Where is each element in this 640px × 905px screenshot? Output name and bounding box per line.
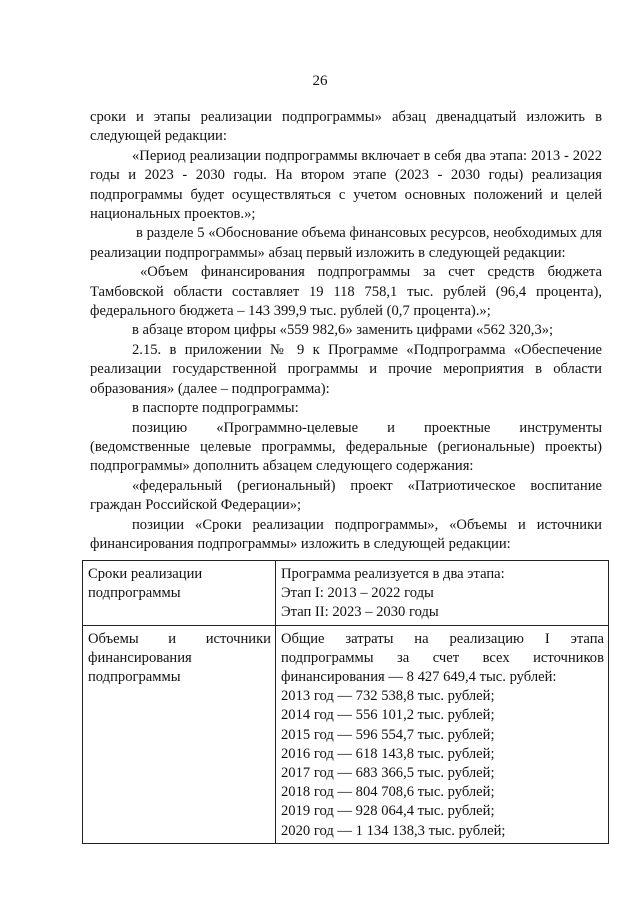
funding-intro: Общие затраты на реализацию I этапа подпрограммы за счет всех источников финансирования — 8 427 649,4 тыс. рублей: [281,630,604,686]
paragraph: в паспорте подпрограммы: [132,400,299,417]
funding-year-line: 2014 год — 556 101,2 тыс. рублей; [281,707,495,724]
funding-year-line: 2015 год — 596 554,7 тыс. рублей; [281,726,495,743]
paragraph: позиции «Сроки реализации подпрограммы», «Объемы и источники финансирования подпрограммы» изложить в следующей редакции: [90,516,602,552]
terms-line: Программа реализуется в два этапа: [281,566,505,582]
table-row [83,561,609,626]
paragraph: «Период реализации подпрограммы включает в себя два этапа: 2013 - 2022 годы и 2023 - 2030 годы. На втором этапе (2023 - 2030 годы) реализация подпрограммы будет осуществляться с учетом основных положений и целей национальных проектов.»; [90,147,602,223]
funding-year-line: 2018 год — 804 708,6 тыс. рублей; [281,784,495,801]
paragraph: позицию «Программно-целевые и проектные инструменты (ведомственные целевые программы, федеральные (региональные) проекты) подпрограммы» дополнить абзацем следующего содержания: [90,419,602,475]
terms-line: Этап I: 2013 – 2022 годы [281,585,434,602]
funding-year-line: 2013 год — 732 538,8 тыс. рублей; [281,688,495,705]
paragraph: в разделе 5 «Обоснование объема финансовых ресурсов, необходимых для реализации подпрограммы» абзац первый изложить в следующей редакции: [90,225,602,261]
table-cell-label [83,625,276,843]
table-cell-value [276,561,609,626]
terms-line: Этап II: 2023 – 2030 годы [281,604,439,621]
funding-year-line: 2016 год — 618 143,8 тыс. рублей; [281,745,495,762]
row-label-funding: Объемы и источники финансирования подпрограммы [88,630,271,686]
funding-year-line: 2020 год — 1 134 138,3 тыс. рублей; [281,822,506,839]
table-cell-value [276,625,609,843]
funding-year-line: 2019 год — 928 064,4 тыс. рублей; [281,803,495,820]
page-number: 26 [312,73,328,89]
row-label-terms: Сроки реализации подпрограммы [88,566,203,602]
paragraph: в абзаце втором цифры «559 982,6» заменить цифрами «562 320,3»; [132,322,554,339]
paragraph: «федеральный (региональный) проект «Патриотическое воспитание граждан Российской Федерации»; [90,477,602,514]
table-cell-label [83,561,276,626]
passport-table [82,560,609,844]
funding-year-line: 2017 год — 683 366,5 тыс. рублей; [281,765,495,782]
table-row [83,625,609,843]
paragraph: сроки и этапы реализации подпрограммы» абзац двенадцатый изложить в следующей редакции: [90,109,602,145]
paragraph: «Объем финансирования подпрограммы за счет средств бюджета Тамбовской области составляет 19 118 758,1 тыс. рублей (96,4 процента), федерального бюджета – 143 399,9 тыс. рублей (0,7 процента).»; [90,264,602,320]
document-body [90,108,602,554]
paragraph: 2.15. в приложении № 9 к Программе «Подпрограмма «Обеспечение реализации государственной программы и прочие мероприятия в области образования» (далее – подпрограмма): [90,341,602,397]
